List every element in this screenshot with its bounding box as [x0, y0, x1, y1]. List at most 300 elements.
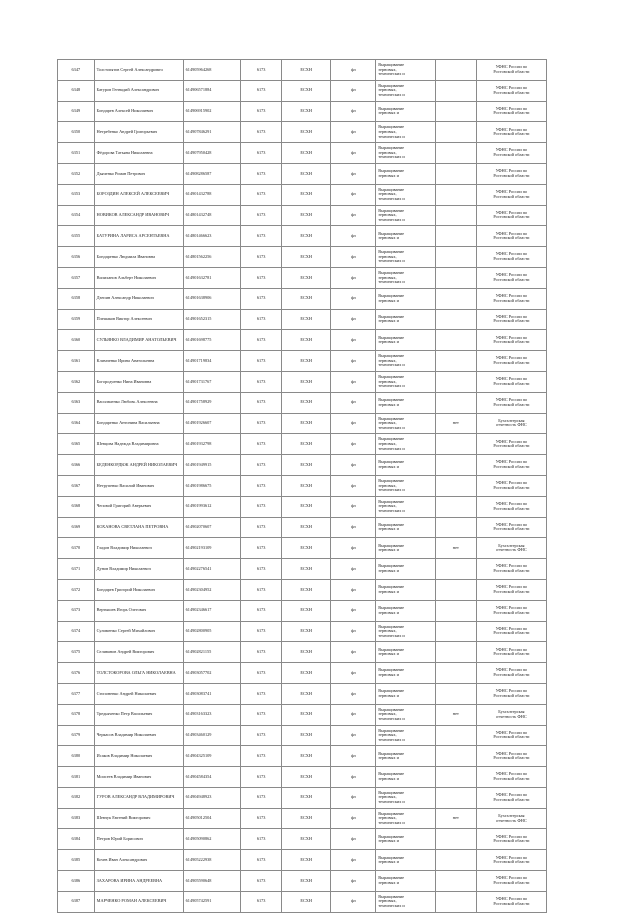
activity-line-2: зерновых и: [378, 401, 399, 407]
table-row: [58, 413, 547, 434]
inn-cell: 614905222938: [183, 850, 241, 871]
activity-line-2: зерновых и: [378, 859, 399, 865]
inn-cell: 614901719834: [183, 351, 241, 372]
row-number-cell: 6366: [58, 455, 95, 476]
source-authority-line-2: Ростовской области: [493, 672, 530, 677]
tax-office-code-cell: 6173: [241, 850, 282, 871]
activity-line-2: зерновых,: [378, 503, 397, 509]
activity-line-1: Выращивание: [378, 186, 405, 192]
activity-line-3: технических и: [378, 383, 405, 389]
source-authority-line-1: УФНС России по: [495, 563, 528, 569]
source-authority-line-1: Бухгалтерская: [498, 709, 525, 714]
inn-cell: 614901949915: [183, 455, 241, 476]
source-authority-line-1: УФНС России по: [495, 209, 528, 215]
source-authority-cell: [476, 538, 546, 559]
tax-office-code-cell: 6173: [241, 205, 282, 226]
activity-cell: [376, 559, 436, 580]
row-number-cell: 6371: [58, 559, 95, 580]
activity-cell: [376, 808, 436, 829]
activity-line-1: Выращивание: [378, 893, 405, 899]
source-authority-line-1: УФНС России по: [495, 147, 528, 153]
source-authority-cell: [476, 309, 546, 330]
source-authority-line-2: Ростовской области: [493, 692, 530, 698]
tax-regime-cell: ЕСХН: [282, 787, 331, 808]
activity-cell: [376, 184, 436, 205]
reporting-flag-cell: [435, 725, 476, 746]
activity-cell: [376, 891, 436, 912]
activity-line-2: зерновых,: [378, 711, 397, 717]
activity-line-3: технических и: [378, 154, 405, 160]
activity-line-1: Выращивание: [378, 168, 405, 174]
tax-regime-cell: ЕСХН: [282, 642, 331, 663]
source-authority-line-1: УФНС России по: [495, 105, 528, 111]
source-authority-cell: [476, 267, 546, 288]
source-authority-line-2: Ростовской области: [493, 526, 530, 532]
inn-cell: 614902346617: [183, 600, 241, 621]
activity-line-3: технических и: [378, 799, 405, 805]
tax-office-code-cell: 6173: [241, 475, 282, 496]
source-authority-line-1: УФНС России по: [495, 355, 528, 361]
taxpayer-name-cell: Чеповой Григорий Аверьевич: [94, 496, 183, 517]
row-number-cell: 6368: [58, 496, 95, 517]
reporting-flag-cell: [435, 579, 476, 600]
row-number-cell: 6377: [58, 683, 95, 704]
inn-cell: 614902193109: [183, 538, 241, 559]
source-authority-cell: [476, 767, 546, 788]
register-table-body: [58, 60, 547, 913]
row-number-cell: 6367: [58, 475, 95, 496]
activity-line-2: зерновых и: [378, 172, 399, 178]
table-row: [58, 371, 547, 392]
source-authority-line-2: Ростовской области: [493, 152, 530, 158]
source-authority-line-2: Ростовской области: [493, 131, 530, 137]
taxpayer-name-cell: Бондаренко Людмила Ивановна: [94, 247, 183, 268]
activity-line-2: зерновых,: [378, 440, 397, 446]
entity-type-cell: фл: [331, 163, 376, 184]
inn-cell: 614901986675: [183, 475, 241, 496]
source-authority-line-1: УФНС России по: [495, 313, 528, 319]
table-row: [58, 247, 547, 268]
source-authority-cell: [476, 371, 546, 392]
entity-type-cell: фл: [331, 475, 376, 496]
row-number-cell: 6378: [58, 704, 95, 725]
activity-cell: [376, 517, 436, 538]
activity-line-1: Выращивание: [378, 521, 405, 527]
activity-line-2: зерновых и: [378, 651, 399, 657]
source-authority-cell: [476, 600, 546, 621]
activity-line-2: зерновых,: [378, 253, 397, 259]
activity-line-2: зерновых и: [378, 879, 399, 885]
source-authority-line-1: УФНС России по: [495, 646, 528, 652]
inn-cell: 614902821155: [183, 642, 241, 663]
source-authority-line-2: Ростовской области: [493, 796, 530, 802]
entity-type-cell: фл: [331, 60, 376, 81]
row-number-cell: 6364: [58, 413, 95, 434]
activity-line-2: зерновых,: [378, 815, 397, 821]
tax-office-code-cell: 6173: [241, 309, 282, 330]
reporting-flag-cell: [435, 60, 476, 81]
tax-office-code-cell: 6173: [241, 330, 282, 351]
source-authority-line-2: Ростовской области: [493, 297, 530, 303]
taxpayer-name-cell: Вилиханов Альберт Николаевич: [94, 267, 183, 288]
activity-line-2: зерновых и: [378, 672, 399, 677]
entity-type-cell: фл: [331, 621, 376, 642]
activity-cell: [376, 455, 436, 476]
source-authority-line-1: УФНС России по: [495, 397, 528, 403]
table-row: [58, 725, 547, 746]
tax-office-code-cell: 6173: [241, 808, 282, 829]
activity-cell: [376, 371, 436, 392]
source-authority-cell: [476, 829, 546, 850]
activity-line-1: Выращивание: [378, 771, 405, 777]
source-authority-line-1: УФНС России по: [495, 771, 528, 777]
inn-cell: 614905590648: [183, 871, 241, 892]
inn-cell: 614905964268: [183, 60, 241, 81]
source-authority-line-1: УФНС России по: [495, 605, 528, 611]
reporting-flag-cell: [435, 891, 476, 912]
source-authority-line-1: УФНС России по: [495, 729, 528, 735]
entity-type-cell: фл: [331, 122, 376, 143]
source-authority-line-1: УФНС России по: [495, 376, 528, 382]
source-authority-line-1: УФНС России по: [495, 750, 528, 756]
source-authority-cell: [476, 517, 546, 538]
source-authority-line-1: УФНС России по: [495, 792, 528, 798]
row-number-cell: 6348: [58, 80, 95, 101]
source-authority-cell: [476, 683, 546, 704]
source-authority-cell: [476, 579, 546, 600]
taxpayer-name-cell: Бондаренко Антонина Васильевна: [94, 413, 183, 434]
row-number-cell: 6386: [58, 871, 95, 892]
activity-line-1: Выращивание: [378, 584, 405, 590]
source-authority-line-1: УФНС России по: [495, 480, 528, 486]
taxpayer-name-cell: ЗАХАРОВА ИРИНА АНДРЕЕВНА: [94, 871, 183, 892]
inn-cell: 614801466623: [183, 226, 241, 247]
taxpayer-name-cell: Сулименко Сергей Михайлович: [94, 621, 183, 642]
source-authority-line-1: УФНС России по: [495, 896, 528, 902]
activity-line-2: зерновых и: [378, 297, 399, 303]
table-row: [58, 767, 547, 788]
source-authority-cell: [476, 80, 546, 101]
tax-office-code-cell: 6173: [241, 683, 282, 704]
reporting-flag-cell: [435, 683, 476, 704]
entity-type-cell: фл: [331, 746, 376, 767]
tax-office-code-cell: 6173: [241, 288, 282, 309]
tax-regime-cell: ЕСХН: [282, 60, 331, 81]
activity-line-3: технических и: [378, 424, 405, 430]
reporting-flag-cell: [435, 351, 476, 372]
activity-cell: [376, 871, 436, 892]
table-row: [58, 330, 547, 351]
taxpayer-name-cell: Фёдорова Татьяна Николаевна: [94, 143, 183, 164]
source-authority-line-2: Ростовской области: [493, 568, 530, 574]
reporting-flag-cell: [435, 767, 476, 788]
tax-office-code-cell: 6173: [241, 704, 282, 725]
source-authority-line-2: отчетность ФНС: [496, 713, 527, 719]
activity-cell: [376, 642, 436, 663]
entity-type-cell: фл: [331, 600, 376, 621]
source-authority-line-2: Ростовской области: [493, 339, 530, 345]
source-authority-line-1: УФНС России по: [495, 501, 528, 507]
row-number-cell: 6383: [58, 808, 95, 829]
entity-type-cell: фл: [331, 683, 376, 704]
tax-regime-cell: ЕСХН: [282, 226, 331, 247]
tax-regime-cell: ЕСХН: [282, 517, 331, 538]
inn-cell: 614903460129: [183, 725, 241, 746]
source-authority-line-1: УФНС России по: [495, 230, 528, 236]
entity-type-cell: фл: [331, 559, 376, 580]
tax-regime-cell: ЕСХН: [282, 621, 331, 642]
source-authority-line-2: Ростовской области: [493, 775, 530, 781]
tax-regime-cell: ЕСХН: [282, 808, 331, 829]
source-authority-line-2: Ростовской области: [493, 609, 530, 615]
reporting-flag-cell: [435, 787, 476, 808]
activity-line-3: технических и: [378, 91, 405, 97]
table-row: [58, 455, 547, 476]
reporting-flag-cell: [435, 663, 476, 684]
reporting-flag-cell: [435, 475, 476, 496]
reporting-flag-cell: [435, 101, 476, 122]
source-authority-cell: [476, 60, 546, 81]
activity-line-2: зерновых,: [378, 794, 397, 800]
tax-regime-cell: ЕСХН: [282, 746, 331, 767]
inn-cell: 614902304952: [183, 579, 241, 600]
source-authority-line-1: УФНС России по: [495, 875, 528, 881]
taxpayer-name-cell: Дьяченко Роман Петрович: [94, 163, 183, 184]
activity-cell: [376, 80, 436, 101]
source-authority-line-2: Ростовской области: [493, 505, 530, 511]
row-number-cell: 6352: [58, 163, 95, 184]
source-authority-line-1: УФНС России по: [495, 625, 528, 631]
activity-line-1: Выращивание: [378, 875, 405, 881]
activity-line-2: зерновых и: [378, 318, 399, 324]
row-number-cell: 6349: [58, 101, 95, 122]
activity-line-1: Выращивание: [378, 623, 405, 629]
table-row: [58, 267, 547, 288]
activity-line-1: Выращивание: [378, 313, 405, 319]
source-authority-line-2: Ростовской области: [493, 464, 530, 470]
inn-cell: 614801432748: [183, 205, 241, 226]
activity-cell: [376, 434, 436, 455]
source-authority-cell: [476, 663, 546, 684]
source-authority-line-1: УФНС России по: [495, 854, 528, 860]
table-row: [58, 226, 547, 247]
activity-line-1: Выращивание: [378, 62, 405, 67]
entity-type-cell: фл: [331, 871, 376, 892]
table-row: [58, 704, 547, 725]
row-number-cell: 6357: [58, 267, 95, 288]
source-authority-cell: [476, 704, 546, 725]
inn-cell: 614907950428: [183, 143, 241, 164]
activity-cell: [376, 163, 436, 184]
entity-type-cell: фл: [331, 371, 376, 392]
source-authority-cell: [476, 475, 546, 496]
activity-line-1: Выращивание: [378, 667, 405, 673]
activity-cell: [376, 579, 436, 600]
inn-cell: 614905090862: [183, 829, 241, 850]
taxpayer-name-cell: Батуров Геннадий Александрович: [94, 80, 183, 101]
activity-line-1: Выращивание: [378, 105, 405, 111]
entity-type-cell: фл: [331, 309, 376, 330]
entity-type-cell: фл: [331, 392, 376, 413]
table-row: [58, 642, 547, 663]
inn-cell: 614903163323: [183, 704, 241, 725]
taxpayer-name-cell: БЕДЕНКОРДЮК АНДРЕЙ НИКОЛАЕВИЧ: [94, 455, 183, 476]
inn-cell: 614902276541: [183, 559, 241, 580]
inn-cell: 614903057702: [183, 663, 241, 684]
reporting-flag-cell: [435, 80, 476, 101]
activity-line-2: зерновых и: [378, 235, 399, 241]
tax-regime-cell: ЕСХН: [282, 247, 331, 268]
activity-line-3: технических и: [378, 903, 405, 909]
source-authority-line-1: УФНС России по: [495, 272, 528, 278]
tax-office-code-cell: 6173: [241, 642, 282, 663]
table-row: [58, 434, 547, 455]
entity-type-cell: фл: [331, 184, 376, 205]
row-number-cell: 6354: [58, 205, 95, 226]
table-row: [58, 538, 547, 559]
tax-regime-cell: ЕСХН: [282, 309, 331, 330]
activity-line-1: Выращивание: [378, 353, 405, 359]
activity-line-1: Выращивание: [378, 833, 405, 839]
row-number-cell: 6370: [58, 538, 95, 559]
entity-type-cell: фл: [331, 413, 376, 434]
reporting-flag-cell: [435, 434, 476, 455]
activity-line-1: Выращивание: [378, 145, 405, 151]
table-row: [58, 288, 547, 309]
activity-line-2: зерновых и: [378, 526, 399, 532]
source-authority-cell: [476, 559, 546, 580]
inn-cell: 614901731767: [183, 371, 241, 392]
reporting-flag-cell: [435, 226, 476, 247]
reporting-flag-cell: [435, 392, 476, 413]
activity-cell: [376, 746, 436, 767]
activity-line-1: Выращивание: [378, 124, 405, 130]
inn-cell: 614901932798: [183, 434, 241, 455]
entity-type-cell: фл: [331, 143, 376, 164]
activity-line-2: зерновых и: [378, 588, 399, 594]
tax-regime-cell: ЕСХН: [282, 559, 331, 580]
activity-line-2: зерновых и: [378, 339, 399, 345]
source-authority-cell: [476, 850, 546, 871]
table-row: [58, 579, 547, 600]
source-authority-line-1: УФНС России по: [495, 189, 528, 195]
activity-cell: [376, 143, 436, 164]
entity-type-cell: фл: [331, 663, 376, 684]
source-authority-cell: [476, 288, 546, 309]
entity-type-cell: фл: [331, 351, 376, 372]
reporting-flag-cell: [435, 288, 476, 309]
source-authority-line-1: УФНС России по: [495, 168, 528, 174]
source-authority-cell: [476, 621, 546, 642]
source-authority-line-2: Ростовской области: [493, 256, 530, 262]
entity-type-cell: фл: [331, 767, 376, 788]
tax-regime-cell: ЕСХН: [282, 850, 331, 871]
tax-office-code-cell: 6173: [241, 371, 282, 392]
reporting-flag-cell: [435, 455, 476, 476]
source-authority-line-2: Ростовской области: [493, 651, 530, 657]
activity-line-2: зерновых,: [378, 66, 397, 72]
source-authority-line-2: Ростовской области: [493, 235, 530, 241]
tax-regime-cell: ЕСХН: [282, 371, 331, 392]
activity-line-1: Выращивание: [378, 810, 405, 816]
taxpayer-name-cell: Плешаков Виктор Алексеевич: [94, 309, 183, 330]
activity-line-1: Выращивание: [378, 646, 405, 652]
tax-office-code-cell: 6173: [241, 871, 282, 892]
taxpayer-name-cell: Шевчук Евгений Викторович: [94, 808, 183, 829]
reporting-flag-cell: нет: [435, 413, 476, 434]
activity-cell: [376, 247, 436, 268]
entity-type-cell: фл: [331, 808, 376, 829]
tax-regime-cell: ЕСХН: [282, 475, 331, 496]
source-authority-cell: [476, 351, 546, 372]
entity-type-cell: фл: [331, 80, 376, 101]
activity-line-3: технических и: [378, 258, 405, 264]
source-authority-cell: [476, 101, 546, 122]
activity-line-2: зерновых и: [378, 775, 399, 781]
row-number-cell: 6376: [58, 663, 95, 684]
tax-regime-cell: ЕСХН: [282, 80, 331, 101]
table-row: [58, 683, 547, 704]
tax-office-code-cell: 6173: [241, 143, 282, 164]
entity-type-cell: фл: [331, 642, 376, 663]
inn-cell: 614904948923: [183, 787, 241, 808]
taxpayer-name-cell: Бондарев Григорий Николаевич: [94, 579, 183, 600]
tax-office-code-cell: 6173: [241, 579, 282, 600]
activity-line-1: Выращивание: [378, 563, 405, 569]
tax-office-code-cell: 6173: [241, 184, 282, 205]
tax-office-code-cell: 6173: [241, 517, 282, 538]
activity-line-2: зерновых и: [378, 464, 399, 470]
activity-line-1: Выращивание: [378, 477, 405, 483]
entity-type-cell: фл: [331, 579, 376, 600]
reporting-flag-cell: нет: [435, 538, 476, 559]
tax-office-code-cell: 6173: [241, 60, 282, 81]
taxpayer-name-cell: Климченко Ирина Анатольевна: [94, 351, 183, 372]
row-number-cell: 6358: [58, 288, 95, 309]
source-authority-cell: [476, 891, 546, 912]
source-authority-line-2: отчетность ФНС: [496, 422, 527, 428]
activity-line-2: зерновых,: [378, 420, 397, 426]
activity-line-2: зерновых и: [378, 692, 399, 698]
activity-line-2: зерновых и: [378, 838, 399, 844]
tax-regime-cell: ЕСХН: [282, 330, 331, 351]
source-authority-line-1: УФНС России по: [495, 521, 528, 527]
source-authority-line-2: отчетность ФНС: [496, 817, 527, 823]
source-authority-line-2: Ростовской области: [493, 859, 530, 865]
source-authority-cell: [476, 205, 546, 226]
row-number-cell: 6379: [58, 725, 95, 746]
tax-regime-cell: ЕСХН: [282, 143, 331, 164]
activity-line-2: зерновых,: [378, 732, 397, 738]
taxpayer-name-cell: Исаков Владимир Николаевич: [94, 746, 183, 767]
tax-office-code-cell: 6173: [241, 767, 282, 788]
activity-cell: [376, 621, 436, 642]
tax-office-code-cell: 6173: [241, 163, 282, 184]
tax-regime-cell: ЕСХН: [282, 163, 331, 184]
source-authority-cell: [476, 642, 546, 663]
activity-line-2: зерновых,: [378, 212, 397, 218]
activity-line-3: технических и: [378, 819, 405, 825]
source-authority-cell: [476, 143, 546, 164]
activity-cell: [376, 122, 436, 143]
inn-cell: 614905012504: [183, 808, 241, 829]
activity-line-3: технических и: [378, 195, 405, 201]
table-row: [58, 808, 547, 829]
activity-line-2: зерновых и: [378, 547, 399, 553]
activity-line-3: технических и: [378, 736, 405, 742]
source-authority-line-2: Ростовской области: [493, 193, 530, 199]
inn-cell: 614903083741: [183, 683, 241, 704]
